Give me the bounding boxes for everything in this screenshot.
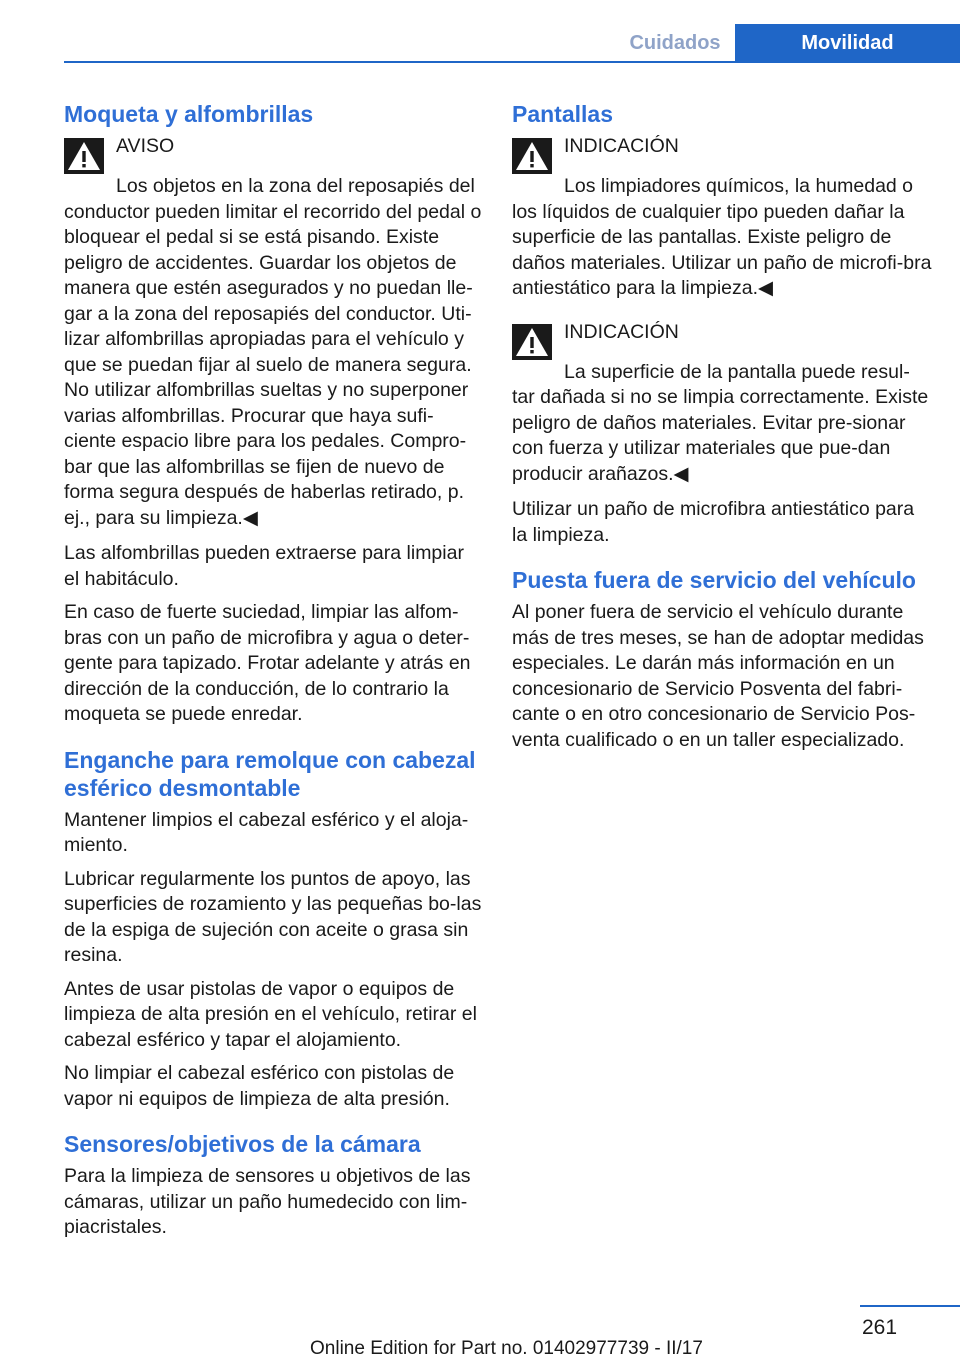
paragraph: Antes de usar pistolas de vapor o equipos de limpieza de alta presión en el vehículo, retirar el cabezal esférico y tapar el alojamiento. [64, 977, 477, 1051]
paragraph: Las alfombrillas pueden extraerse para limpiar el habitáculo. [64, 542, 464, 590]
notice-first-line: Los objetos en la zona del reposapiés del [116, 175, 475, 197]
section-title-puesta-fuera: Puesta fuera de servicio del vehículo [512, 567, 916, 593]
edition-note: Online Edition for Part no. 01402977739 - II/17 [310, 1338, 703, 1359]
paragraph: Mantener limpios el cabezal esférico y el aloja‐miento. [64, 808, 469, 856]
tab-cuidados[interactable]: Cuidados [615, 24, 735, 62]
warning-triangle-icon [512, 324, 552, 360]
footer-rule [860, 1305, 960, 1307]
caution-notice [512, 134, 932, 302]
warning-triangle-icon [512, 138, 552, 174]
paragraph: Para la limpieza de sensores u objetivos de las cámaras, utilizar un paño humedecido con lim‐piacristales. [64, 1165, 471, 1238]
warning-triangle-icon [64, 138, 104, 174]
paragraph: No limpiar el cabezal esférico con pistolas de vapor ni equipos de limpieza de alta presión. [64, 1062, 455, 1110]
paragraph: En caso de fuerte suciedad, limpiar las alfom‐bras con un paño de microfibra y agua o deter‐gente para tapizado. Frotar adelante y atrás en dirección de la conducción, de lo contrario la moqueta se puede enredar. [64, 601, 471, 725]
page-number: 261 [862, 1316, 898, 1339]
notice-text: tar dañada si no se limpia correctamente. Existe peligro de daños materiales. Evitar pre‐sionar con fuerza y utilizar materiales que pue‐dan producir arañazos.◀ [512, 386, 929, 485]
header-rule [64, 61, 960, 63]
section-tabs [615, 24, 960, 62]
caution-notice [512, 320, 932, 488]
right-column [512, 100, 932, 761]
tab-movilidad[interactable]: Movilidad [735, 24, 960, 62]
notice-title: INDICACIÓN [564, 320, 679, 343]
section-title-moqueta: Moqueta y alfombrillas [64, 101, 314, 127]
section-title-sensores: Sensores/objetivos de la cámara [64, 1131, 421, 1157]
notice-text: los líquidos de cualquier tipo pueden dañar la superficie de las pantallas. Existe peligro de daños materiales. Utilizar un paño de microfi‐bra antiestático para la limpieza.◀ [512, 200, 932, 299]
paragraph: Lubricar regularmente los puntos de apoyo, las superficies de rozamiento y las pequeñas bo‐las de la espiga de sujeción con aceite o grasa sin resina. [64, 867, 482, 966]
warning-notice [64, 134, 482, 531]
section-title-enganche: Enganche para remolque con cabezal esférico desmontable [64, 746, 476, 801]
notice-first-line: Los limpiadores químicos, la humedad o [564, 175, 914, 197]
notice-title: AVISO [116, 135, 175, 157]
paragraph: Al poner fuera de servicio el vehículo durante más de tres meses, se han de adoptar medidas especiales. Le darán más información en un concesionario de Servicio Posventa del fabri‐cante o en otro concesionario de Servicio Pos‐venta cualificado o en un taller especializado. [512, 601, 924, 751]
left-column [64, 100, 482, 1249]
notice-text: conductor pueden limitar el recorrido del pedal o bloquear el pedal si se está pisando. Existe peligro de accidentes. Guardar los objetos de manera que estén asegurados y no puedan lle‐gar a la zona del reposapiés del conductor. Uti‐lizar alfombrillas apropiadas para el vehículo y que se puedan fijar al suelo de manera segura. No utilizar alfombrillas sueltas y no superponer varias alfombrillas. Procurar que haya sufi‐ciente espacio libre para los pedales. Compro‐bar que las alfombrillas se fijen de nuevo de forma segura después de haberlas retirado, p. ej., para su limpieza.◀ [64, 200, 482, 529]
section-title-pantallas: Pantallas [512, 101, 613, 127]
notice-first-line: La superficie de la pantalla puede resul‐ [564, 360, 910, 383]
paragraph: Utilizar un paño de microfibra antiestático para la limpieza. [512, 498, 915, 546]
notice-title: INDICACIÓN [564, 135, 679, 157]
